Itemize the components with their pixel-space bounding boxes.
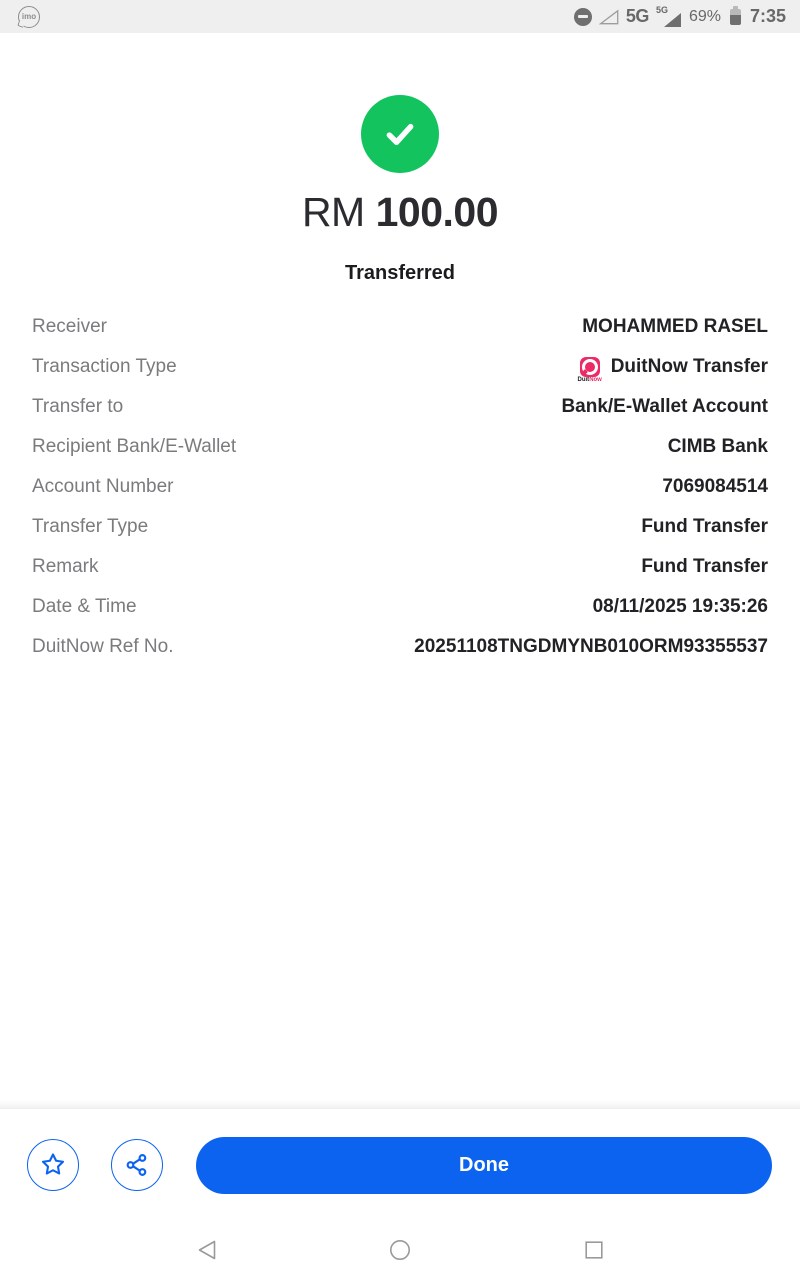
- imo-notification-icon: [18, 6, 40, 28]
- share-icon: [124, 1152, 150, 1178]
- signal-5g-icon: 5G: [656, 6, 682, 28]
- nav-recents-icon[interactable]: [582, 1238, 606, 1262]
- battery-percent-label: 69%: [688, 7, 721, 25]
- do-not-disturb-icon: [574, 8, 592, 26]
- detail-row-recipient-bank: Recipient Bank/E-Wallet CIMB Bank: [32, 436, 768, 457]
- detail-row-transfer-type: Transfer Type Fund Transfer: [32, 516, 768, 537]
- favorite-button[interactable]: [27, 1139, 79, 1191]
- done-button[interactable]: Done: [196, 1137, 772, 1194]
- nav-home-icon[interactable]: [388, 1238, 412, 1262]
- signal-strength-icon: [599, 9, 619, 25]
- detail-row-account-number: Account Number 7069084514: [32, 476, 768, 497]
- detail-row-remark: Remark Fund Transfer: [32, 556, 768, 577]
- nav-back-icon[interactable]: [194, 1238, 218, 1262]
- imo-label: imo: [21, 12, 37, 21]
- detail-row-transfer-to: Transfer to Bank/E-Wallet Account: [32, 396, 768, 417]
- android-nav-bar: [0, 1220, 800, 1280]
- amount-value: 100.00: [375, 189, 499, 235]
- transfer-status-label: Transferred: [344, 262, 456, 284]
- detail-row-transaction-type: Transaction Type DuitNow DuitNow Transfer: [32, 356, 768, 383]
- success-check-icon: [361, 95, 439, 173]
- clock-label: 7:35: [749, 6, 786, 26]
- duitnow-logo-icon: DuitNow: [577, 357, 603, 384]
- star-icon: [39, 1151, 67, 1179]
- battery-icon: [730, 9, 741, 25]
- bottom-action-bar: [0, 1108, 800, 1220]
- detail-row-ref-no: DuitNow Ref No. 20251108TNGDMYNB010ORM93355537: [32, 636, 768, 657]
- share-button[interactable]: [111, 1139, 163, 1191]
- transfer-amount: [0, 189, 800, 236]
- detail-row-receiver: Receiver MOHAMMED RASEL: [32, 316, 768, 337]
- transaction-details: [0, 307, 800, 667]
- network-type-label: 5G: [625, 6, 649, 26]
- currency-label: RM: [301, 189, 365, 235]
- transaction-type-value: DuitNow Transfer: [610, 356, 768, 377]
- status-bar: [0, 0, 800, 33]
- detail-row-date-time: Date & Time 08/11/2025 19:35:26: [32, 596, 768, 617]
